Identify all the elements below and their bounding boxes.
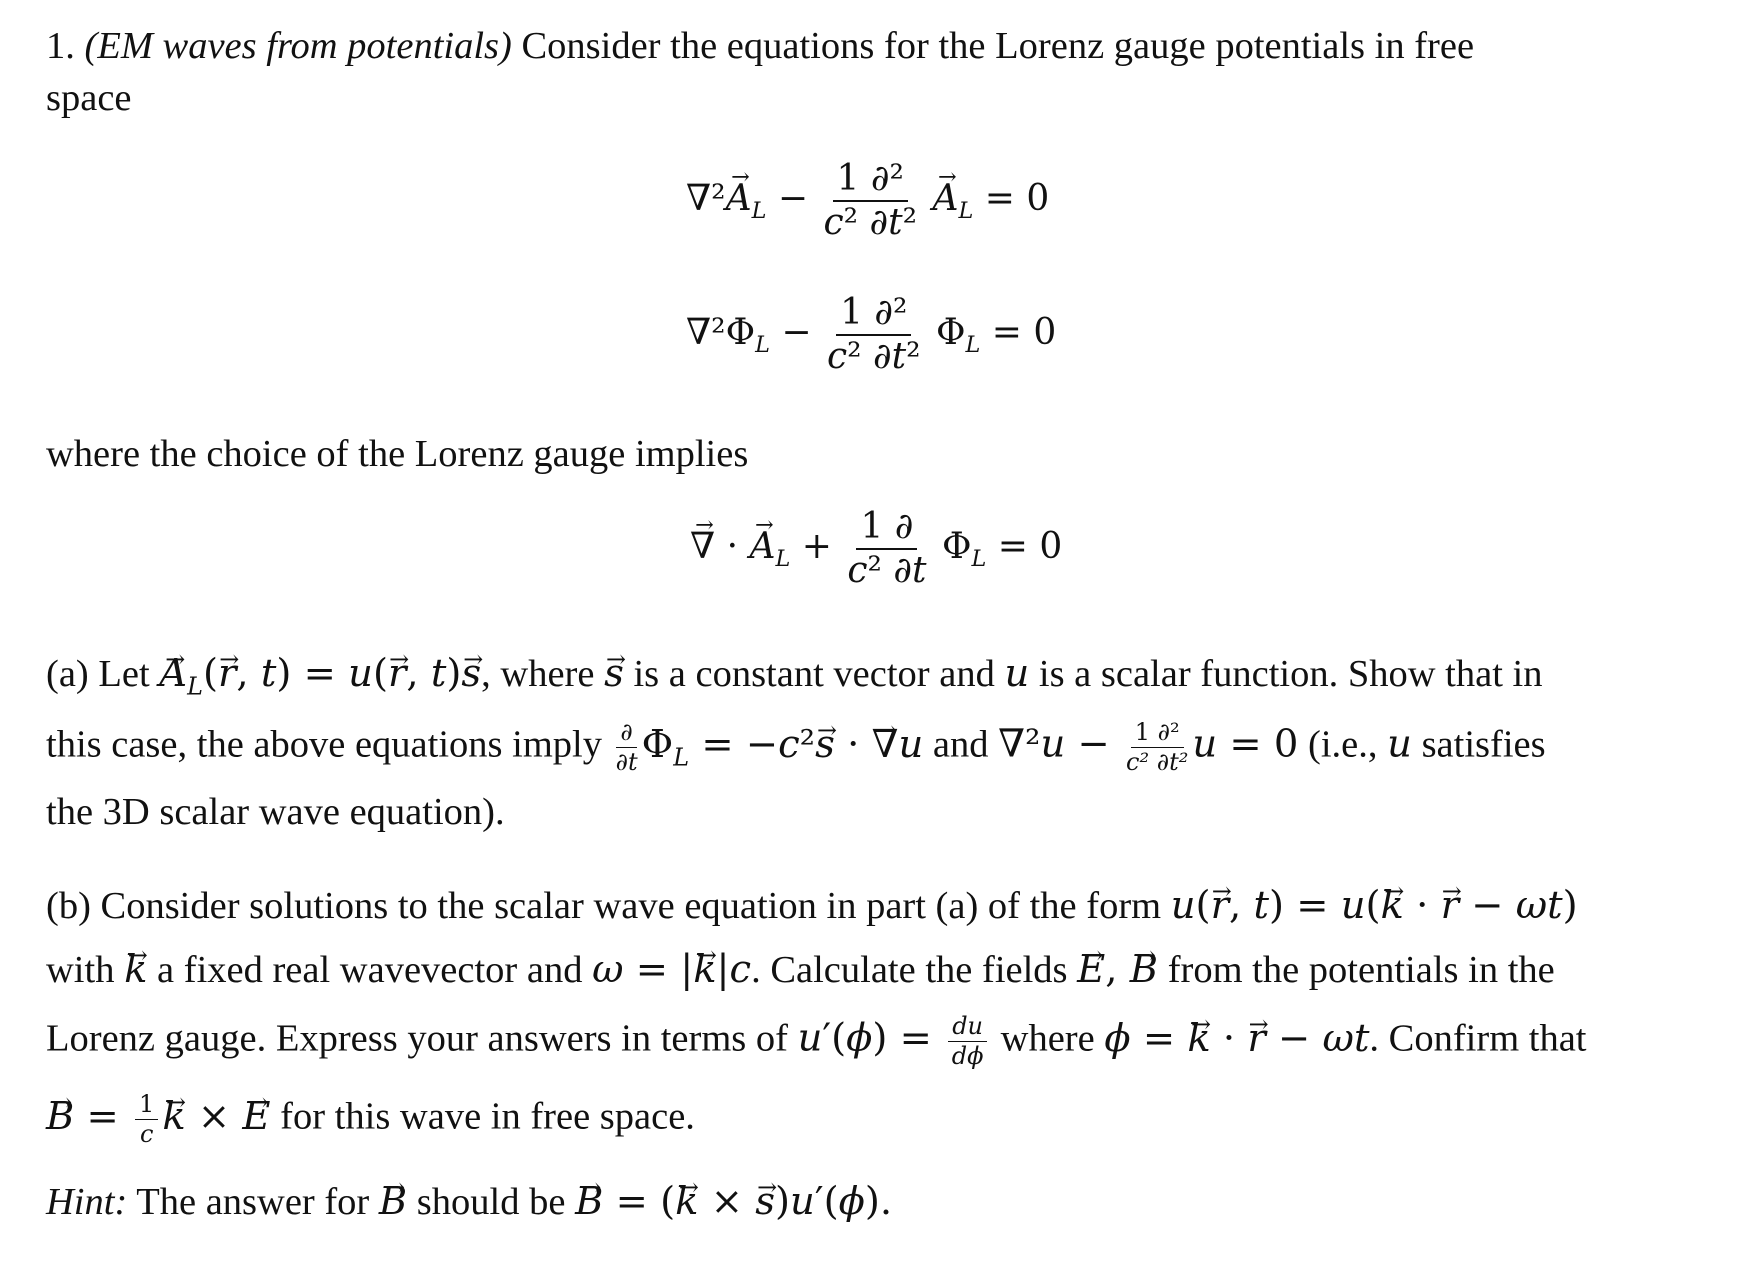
part-b-line-3: Lorenz gauge. Express your answers in terms of u′(ϕ) = $\frac{du}{d\phi}$ where ϕ = → k · → r − ωt. Confirm that xyxy=(46,1014,1587,1069)
problem-intro-1: Consider the equations for the Lorenz gauge potentials in free xyxy=(521,25,1475,67)
equation-wave-phi: $\nabla^2\Phi_L$ − $\frac{\text{1 ∂²}}{\text{c² ∂t²}}$ $\Phi_L = 0$ xyxy=(686,292,1057,377)
equation-gauge: → ∇ · → $A_L$ + $\frac{1 \partial}{\text{c² ∂t}}$ $\Phi_L = 0$ xyxy=(690,508,1062,590)
part-b-line-4: → B = $\frac{1}{c}$ → k × → E for this wave in free space. xyxy=(46,1092,695,1147)
problem-number: 1. xyxy=(46,25,75,67)
equation-wave-A: $\nabla^2\to A_L$ − $\frac{\text{1 ∂²}}{\text{c² ∂t²}}$ → $A_L = 0$ xyxy=(686,160,1049,242)
problem-title: (EM waves from potentials) xyxy=(84,25,512,67)
part-b-line-2: with → k a fixed real wavevector and ω = |→ k|c. Calculate the fields → E, → B from the potentials in the xyxy=(46,946,1555,994)
gauge-text: where the choice of the Lorenz gauge implies xyxy=(46,433,749,475)
part-b-line-1: (b) Consider solutions to the scalar wave equation in part (a) of the form u(→ r, t) = u(→ k · → r − ωt) xyxy=(46,882,1578,930)
hint-line: Hint: The answer for → B should be → B = (→ k × → s)u′(ϕ). xyxy=(46,1178,892,1226)
problem-heading xyxy=(46,22,1474,70)
part-a-line-3: the 3D scalar wave equation). xyxy=(46,791,505,833)
part-a-line-2: this case, the above equations imply $\frac{\partial}{\partial t}$ $\Phi_L = -c^2\to s$ · → ∇u and ∇²u − $\frac{\text{1 ∂²}}{\text{c² ∂t²}}$ u = 0 (i.e., u satisfies xyxy=(46,720,1546,781)
part-a-line-1: (a) Let → $A_L(\to r$, t) = u(→ r, t)→ s, where → s is a constant vector and u is a scalar function. Show that in xyxy=(46,650,1542,711)
problem-intro-2: space xyxy=(46,77,132,119)
hint-label: Hint: xyxy=(46,1181,128,1223)
